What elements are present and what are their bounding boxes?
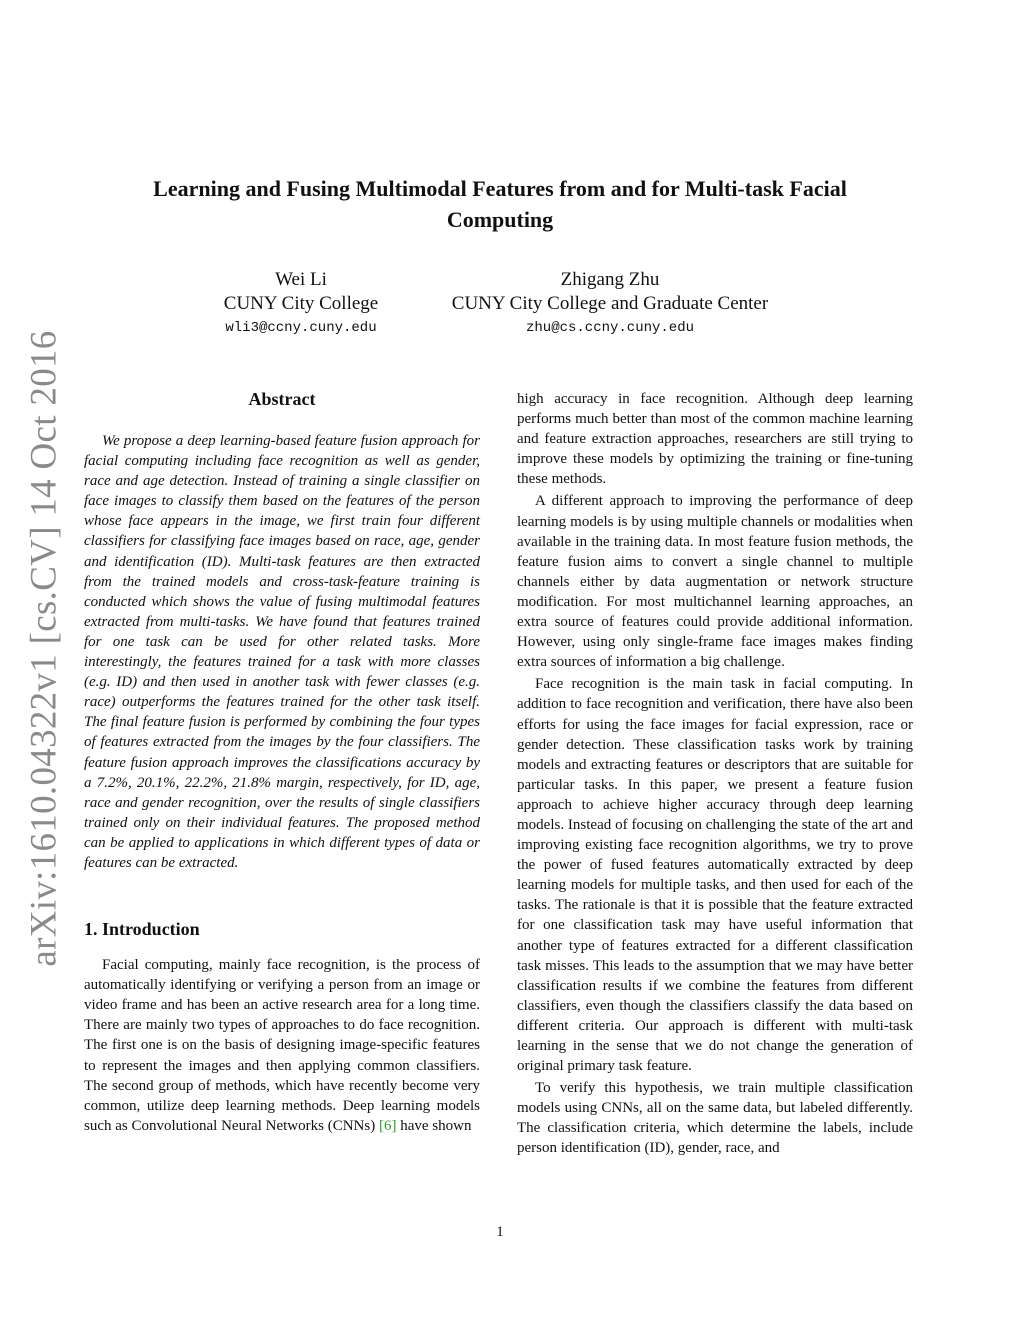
author-affiliation: CUNY City College and Graduate Center [451,293,769,314]
author-block-2 [430,268,790,340]
author-email[interactable]: wli3@ccny.cuny.edu [225,320,377,336]
author-name: Zhigang Zhu [560,269,660,290]
author-email[interactable]: zhu@cs.ccny.cuny.edu [525,320,695,336]
abstract-text: We propose a deep learning-based feature fusion approach for facial computing including face recognition as well as gender, race and age detection. Instead of training a single classifier on face images to classify them based on the features of the person whose face appears in the image, we first train four different classifiers for classifying face images based on race, age, gender and identification (ID). Multi-task features are then extracted from the trained models and cross-task-feature training is conducted which shows the value of fusing multimodal features extracted from multi-tasks. We have found that features trained for one task can be used for other related tasks. More interestingly, the features trained for a task with more classes (e.g. ID) and then used in another task with fewer classes (e.g. race) outperforms the features trained for the other task itself. The final feature fusion is performed by combining the four types of features extracted from the images by the four classifiers. The feature fusion approach improves the classifications accuracy by a 7.2%, 20.1%, 22.2%, 21.8% margin, respectively, for ID, age, race and gender recognition, over the results of single classifiers trained only on their individual features. The proposed method can be applied to applications in which different types of data or features can be extracted. [84,433,480,871]
intro-paragraph-2: A different approach to improving the performance of deep learning models is by using multiple channels or modalities when available in the training data. In most feature fusion methods, the feature fusion aims to convert a single channel to multiple channels either by data augmentation or network structure modification. For most multichannel learning approaches, an extra source of features could provide additional information. However, using only single-frame face images makes finding extra sources of information a big challenge. [517,493,913,671]
arxiv-identifier-text: arXiv:1610.04322v1 [cs.CV] 14 Oct 2016 [23,329,65,967]
page-number: 1 [496,1224,504,1240]
arxiv-identifier-stamp [12,329,76,967]
abstract-heading: Abstract [248,389,316,409]
intro-paragraph-3: Face recognition is the main task in facial computing. In addition to face recognition and verification, there have also been efforts for using the face images for facial expression, race or gender detection. These classification tasks work by training models and extracting features or descriptors that are suitable for particular tasks. In this paper, we present a feature fusion approach to achieve higher accuracy through deep learning models. Instead of focusing on challenging the state of the art and improving existing face recognition algorithms, we try to prove the power of fused features automatically extracted by deep learning models for multiple tasks, and then used for each of the tasks. The rationale is that it is possible that the feature extracted for one classification task may have useful information that another type of features extracted for a different classification task misses. This leads to the assumption that we may have better classification results if we combine the features from different classifiers, even though the classifiers classify the data based on different criteria. Our approach is different with multi-task learning in the sense that we do not change the generation of original primary task feature. [517,676,913,1075]
intro-p1-text: Facial computing, mainly face recognition, is the process of automatically identifying or verifying a person from an image or video frame and has been an active research area for a long time. There are mainly two types of approaches to do face recognition. The first one is on the basis of designing image-specific features to represent the images and then applying common classifiers. The second group of methods, which have recently become very common, utilize deep learning methods. Deep learning models such as Convolutional Neural Networks (CNNs) [84,957,480,1134]
intro-p1-text-end: have shown [396,1117,472,1134]
author-affiliation: CUNY City College [223,293,379,314]
intro-paragraph-1-continued: high accuracy in face recognition. Although deep learning performs much better than most of the common machine learning and feature extraction approaches, researchers are still trying to improve these models by optimizing the training or fine-tuning these methods. [517,391,913,488]
intro-paragraph-1 [84,955,480,1136]
right-column [517,389,913,1159]
citation-link[interactable]: [6] [378,1117,397,1134]
author-name: Wei Li [275,269,327,290]
paper-title: Learning and Fusing Multimodal Features from and for Multi-task Facial Computing [153,176,847,232]
introduction-heading: 1. Introduction [84,919,200,940]
author-block-1 [196,268,406,340]
intro-paragraph-4: To verify this hypothesis, we train multiple classification models using CNNs, all on the same data, but labeled differently. The classification criteria, which determine the labels, include person identification (ID), gender, race, and [517,1080,913,1157]
left-column [84,384,480,1136]
